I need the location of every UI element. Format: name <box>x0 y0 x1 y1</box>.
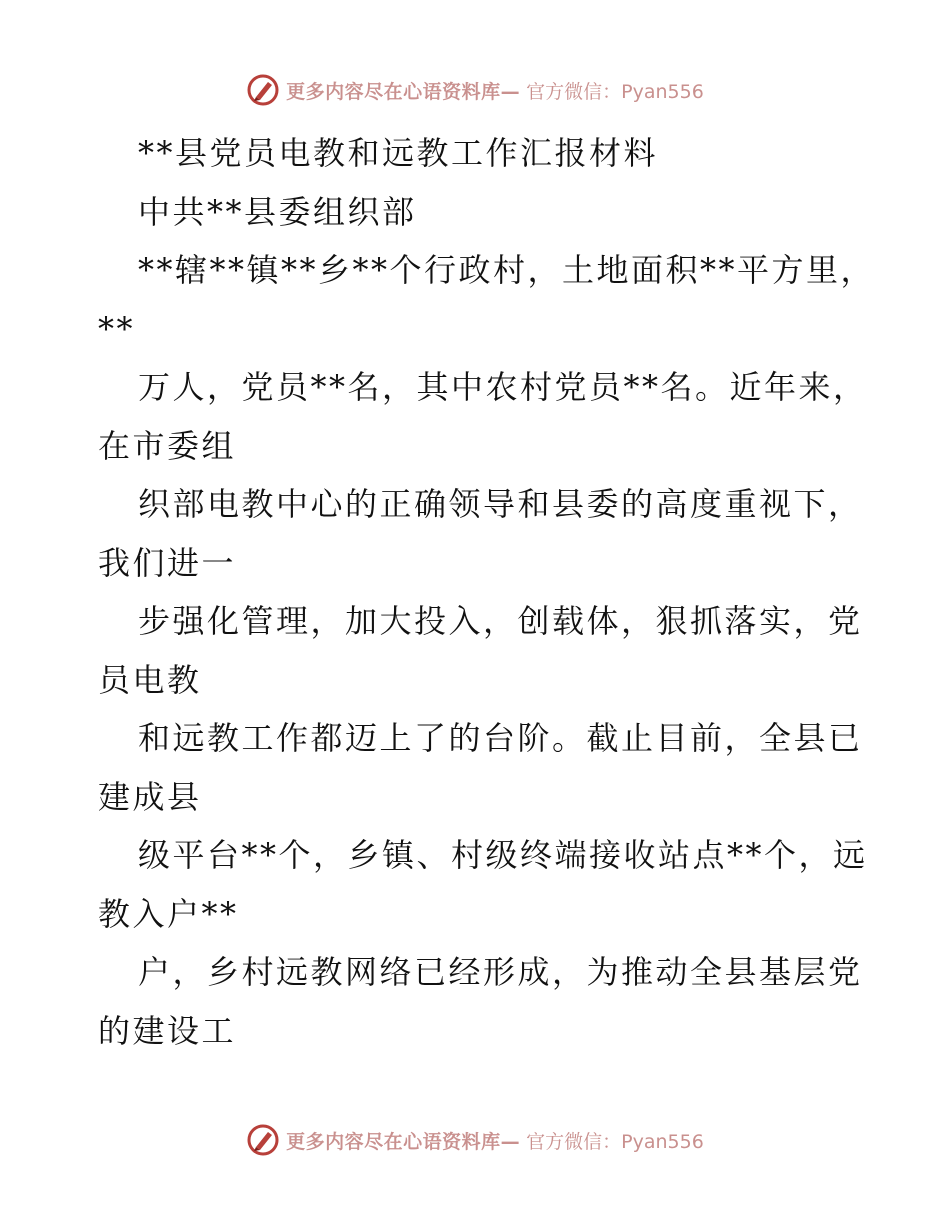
text-line: 万人，党员**名，其中农村党员**名。近年来， <box>138 368 868 406</box>
header-watermark-banner <box>0 70 950 110</box>
text-line: 的建设工 <box>98 1011 237 1050</box>
text-line: 我们进一 <box>98 543 237 582</box>
text-line: 中共**县委组织部 <box>138 192 417 231</box>
pen-logo-icon <box>246 1123 280 1157</box>
text-line: 建成县 <box>98 777 202 816</box>
text-line: **县党员电教和远教工作汇报材料 <box>138 134 659 172</box>
text-line: 和远教工作都迈上了的台阶。截止目前，全县已 <box>138 719 863 757</box>
text-line: 教入户** <box>98 894 239 933</box>
text-line: 户，乡村远教网络已经形成，为推动全县基层党 <box>138 953 863 991</box>
text-line: 在市委组 <box>98 426 237 465</box>
text-line: 织部电教中心的正确领导和县委的高度重视下， <box>138 485 863 523</box>
footer-watermark-banner <box>0 1120 950 1160</box>
banner-text: 更多内容尽在心语资料库— <box>286 80 521 103</box>
banner-wechat: 官方微信：Pyan556 <box>526 80 704 103</box>
text-line: **辖**镇**乡**个行政村，土地面积**平方里， <box>138 251 876 289</box>
text-line: ** <box>98 309 135 348</box>
text-line: 级平台**个，乡镇、村级终端接收站点**个，远 <box>138 836 868 874</box>
text-line: 员电教 <box>98 660 202 699</box>
pen-logo-icon <box>246 73 280 107</box>
document-body <box>98 124 876 1060</box>
text-line: 步强化管理，加大投入，创载体，狠抓落实，党 <box>138 602 863 640</box>
banner-wechat: 官方微信：Pyan556 <box>526 1130 704 1153</box>
banner-text: 更多内容尽在心语资料库— <box>286 1130 521 1153</box>
